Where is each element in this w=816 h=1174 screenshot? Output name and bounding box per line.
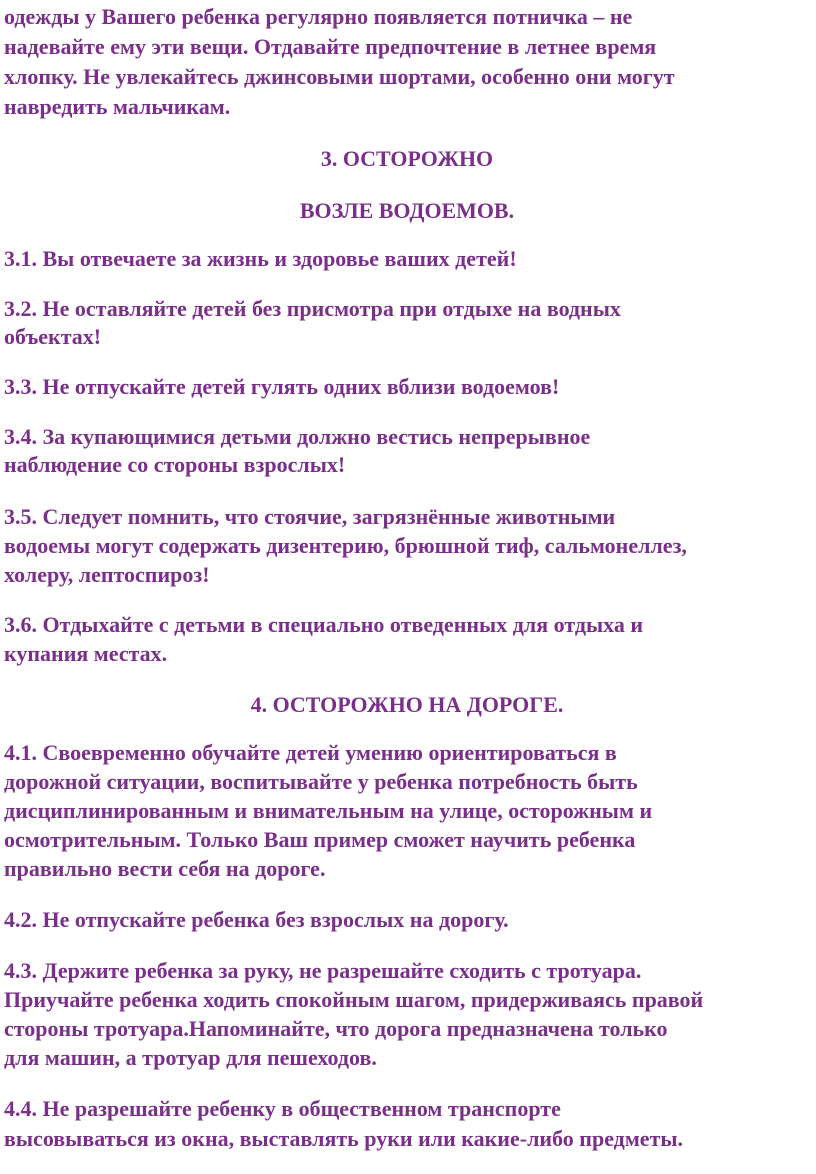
section4-item-4-1: дисциплинированным и внимательным на улице, осторожным и — [4, 798, 653, 823]
section3-item-3-2: 3.2. Не оставляйте детей без присмотра при отдыхе на водных — [4, 296, 621, 321]
section3-item-3-4: 3.4. За купающимися детьми должно вестись непрерывное — [4, 424, 591, 449]
intro-line: одежды у Вашего ребенка регулярно появляется потничка – не — [4, 4, 633, 29]
intro-line: навредить мальчикам. — [4, 94, 231, 119]
section3-item-3-5: 3.5. Следует помнить, что стоячие, загрязнённые животными — [4, 504, 616, 529]
section3-title-line1: 3. ОСТОРОЖНО — [320, 146, 494, 171]
intro-line: хлопку. Не увлекайтесь джинсовыми шортами, особенно они могут — [4, 64, 675, 89]
section4-item-4-3: 4.3. Держите ребенка за руку, не разрешайте сходить с тротуара. — [4, 958, 642, 983]
section4-item-4-3: стороны тротуара.Напоминайте, что дорога предназначена только — [4, 1016, 668, 1041]
section4-item-4-1: правильно вести себя на дороге. — [4, 856, 326, 881]
section4-item-4-4: 4.4. Не разрешайте ребенку в общественном транспорте — [4, 1096, 561, 1121]
section3-item-3-4: наблюдение со стороны взрослых! — [4, 452, 346, 477]
section4-item-4-3: для машин, а тротуар для пешеходов. — [4, 1045, 377, 1070]
section3-item-3-3: 3.3. Не отпускайте детей гулять одних вблизи водоемов! — [4, 374, 560, 399]
section4-item-4-1: дорожной ситуации, воспитывайте у ребенка потребность быть — [4, 769, 638, 794]
section3-title-line2: ВОЗЛЕ ВОДОЕМОВ. — [299, 198, 515, 223]
section4-item-4-1: осмотрительным. Только Ваш пример сможет научить ребенка — [4, 827, 636, 852]
section3-item-3-2: объектах! — [4, 324, 102, 349]
section4-item-4-3: Приучайте ребенка ходить спокойным шагом, придерживаясь правой — [4, 987, 704, 1012]
section3-item-3-5: водоемы могут содержать дизентерию, брюшной тиф, сальмонеллез, — [4, 533, 687, 558]
section3-item-3-1: 3.1. Вы отвечаете за жизнь и здоровье ваших детей! — [4, 246, 517, 271]
section3-item-3-6: 3.6. Отдыхайте с детьми в специально отведенных для отдыха и — [4, 612, 644, 637]
section4-item-4-2: 4.2. Не отпускайте ребенка без взрослых на дорогу. — [4, 907, 509, 932]
intro-line: надевайте ему эти вещи. Отдавайте предпочтение в летнее время — [4, 34, 657, 59]
section3-item-3-5: холеру, лептоспироз! — [4, 562, 210, 587]
section4-item-4-1: 4.1. Своевременно обучайте детей умению ориентироваться в — [4, 740, 617, 765]
section4-title: 4. ОСТОРОЖНО НА ДОРОГЕ. — [250, 692, 564, 717]
section4-item-4-4: высовываться из окна, выставлять руки или какие-либо предметы. — [4, 1126, 684, 1151]
section3-item-3-6: купания местах. — [4, 641, 168, 666]
